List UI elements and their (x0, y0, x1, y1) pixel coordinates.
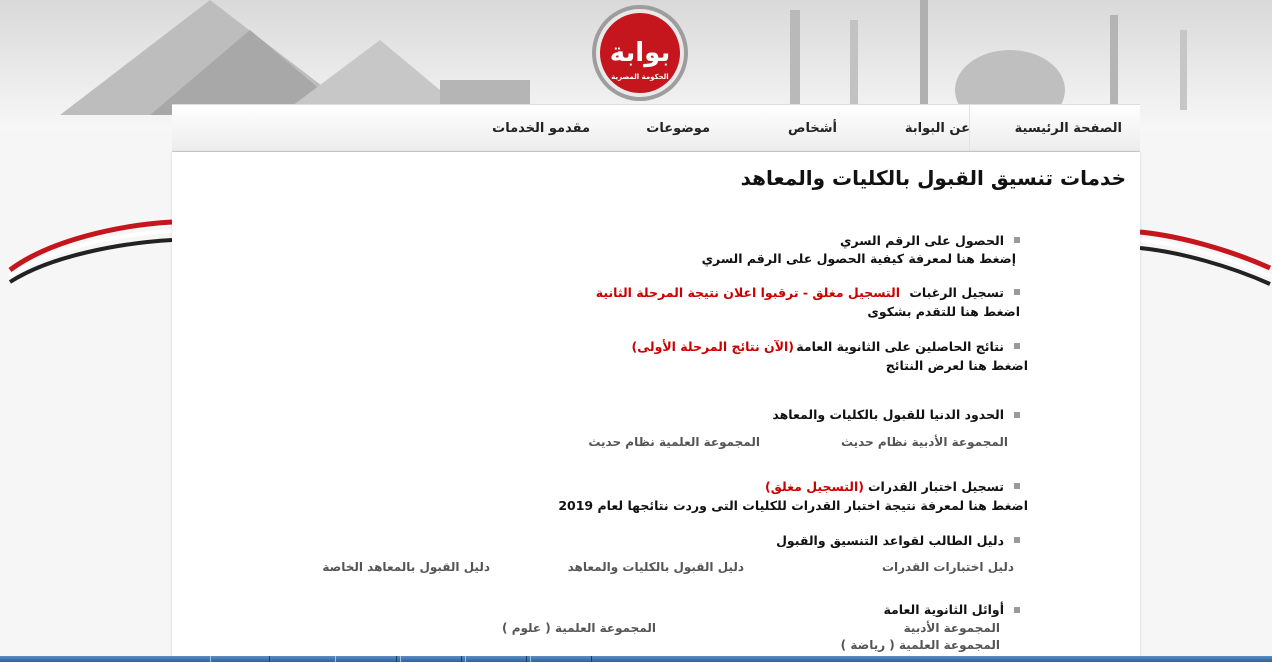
nav-service-providers[interactable]: مقدمو الخدمات (492, 121, 590, 136)
section-minimum-scores-heading: الحدود الدنيا للقبول بالكليات والمعاهد (772, 407, 1004, 422)
aptitude-results-link[interactable]: اضغط هنا لمعرفة نتيجة اختبار القدرات للكليات التى وردت نتائجها لعام 2019 (558, 498, 1028, 513)
min-scores-science-link[interactable]: المجموعة العلمية نظام حديث (588, 435, 760, 449)
portal-logo-image (590, 3, 690, 103)
top-science-science-link[interactable]: المجموعة العلمية ( علوم ) (502, 621, 656, 635)
results-status: (الآن نتائج المرحلة الأولى) (631, 339, 794, 354)
min-scores-literary-link[interactable]: المجموعة الأدبية نظام حديث (840, 435, 1008, 449)
taskbar-button[interactable] (210, 656, 270, 662)
bullet-icon (1014, 343, 1020, 349)
nav-topics[interactable]: موضوعات (646, 121, 710, 136)
section-secret-number-heading: الحصول على الرقم السري (839, 233, 1004, 248)
taskbar-button[interactable] (465, 656, 527, 662)
private-institutes-guide-link[interactable]: دليل القبول بالمعاهد الخاصة (322, 560, 490, 574)
nav-home[interactable]: الصفحة الرئيسية (1014, 121, 1122, 136)
bullet-icon (1014, 412, 1020, 418)
section-aptitude-heading: تسجيل اختبار القدرات (867, 479, 1004, 494)
taskbar-button[interactable] (335, 656, 397, 662)
svg-text:بوابة: بوابة (609, 38, 671, 68)
top-literary-link[interactable]: المجموعة الأدبية (903, 621, 1000, 635)
top-science-math-link[interactable]: المجموعة العلمية ( رياضة ) (840, 638, 1000, 652)
bullet-icon (1014, 237, 1020, 243)
taskbar (0, 656, 1272, 662)
taskbar-button[interactable] (400, 656, 462, 662)
bullet-icon (1014, 289, 1020, 295)
aptitude-tests-guide-link[interactable]: دليل اختبارات القدرات (881, 560, 1014, 574)
results-link[interactable]: اضغط هنا لعرض النتائج (885, 358, 1028, 373)
svg-text:الحكومة المصرية: الحكومة المصرية (611, 73, 669, 81)
bullet-icon (1014, 537, 1020, 543)
main-navigation (172, 104, 1140, 152)
nav-about[interactable]: عن البوابة (904, 121, 970, 136)
preferences-status: التسجيل مغلق - ترقبوا اعلان نتيجة المرحلة الثانية (595, 285, 900, 300)
section-student-guide-heading: دليل الطالب لقواعد التنسيق والقبول (776, 533, 1004, 548)
section-results-heading: نتائج الحاصلين على الثانوية العامة (796, 339, 1004, 354)
section-preferences-heading: تسجيل الرغبات (909, 285, 1004, 300)
bullet-icon (1014, 607, 1020, 613)
portal-logo[interactable] (590, 3, 690, 103)
taskbar-button[interactable] (530, 656, 592, 662)
main-content (172, 152, 1140, 662)
page-title: خدمات تنسيق القبول بالكليات والمعاهد (740, 166, 1126, 190)
bullet-icon (1014, 483, 1020, 489)
complaint-link[interactable]: اضغط هنا للتقدم بشكوى (867, 304, 1020, 319)
secret-number-link[interactable]: إضغط هنا لمعرفة كيفية الحصول على الرقم السري (701, 251, 1016, 266)
section-top-students-heading: أوائل الثانوية العامة (883, 602, 1004, 617)
colleges-admission-guide-link[interactable]: دليل القبول بالكليات والمعاهد (567, 560, 744, 574)
nav-people[interactable]: أشخاص (788, 121, 837, 136)
aptitude-status: (التسجيل مغلق) (764, 479, 864, 494)
